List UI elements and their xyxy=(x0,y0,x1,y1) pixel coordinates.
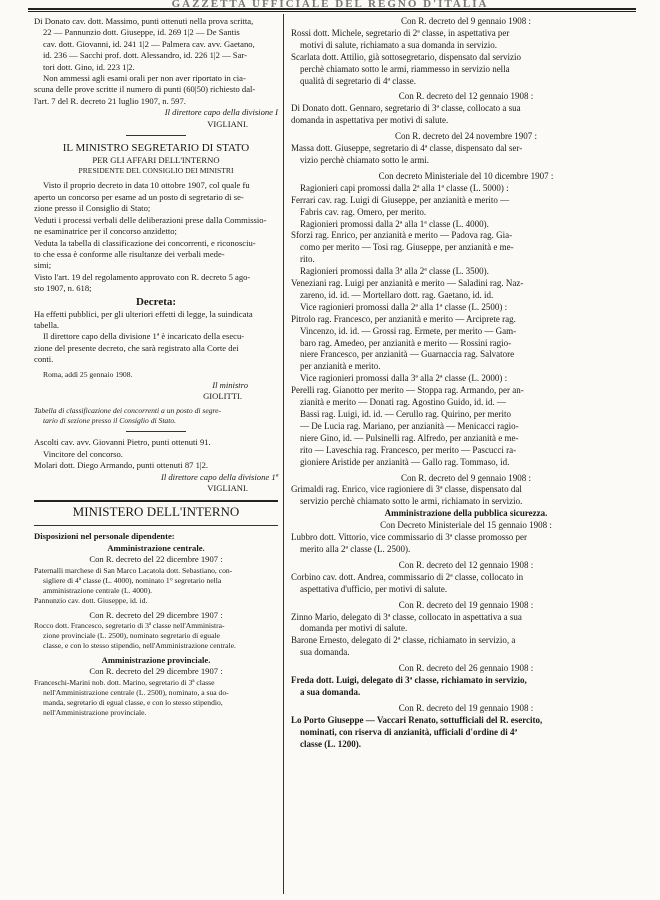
decreta-heading: Decreta: xyxy=(135,295,177,308)
text-line: Fabris cav. rag. Omero, per merito. xyxy=(300,206,427,217)
column-divider xyxy=(283,14,284,894)
decree-date: Con R. decreto del 9 gennaio 1908 : xyxy=(401,472,531,483)
text-line: Rocco dott. Francesco, segretario di 3ª classe nell'Amministra- xyxy=(34,621,225,631)
text-line: classe, e con lo stesso stipendio, nell'Amministrazione centrale. xyxy=(43,641,236,651)
text-line: Pitrolo rag. Francesco, per anzianità e merito — Arciprete rag. xyxy=(291,313,516,324)
text-line: classe (L. 1200). xyxy=(300,738,361,749)
text-line: sigliere di 4ª classe (L. 4000), nominato 1° segretario nella xyxy=(43,575,222,585)
text-line: servizio perchè chiamato sotto le armi, richiamato in servizio. xyxy=(300,496,523,507)
text-line: vizio perchè chiamato sotto le armi. xyxy=(300,154,429,165)
signature-role: Il direttore capo della divisione I xyxy=(164,107,278,118)
text-line: Paternalli marchese di San Marco Lacatola dott. Sebastiano, con- xyxy=(34,565,233,575)
text-line: simi; xyxy=(34,260,52,271)
top-rule-thin xyxy=(28,11,636,12)
text-line: Ragionieri promossi dalla 2ª alla 1ª classe (L. 4000). xyxy=(300,218,489,229)
text-line: 22 — Pannunzio dott. Giuseppe, id. 269 1|2 — De Santis xyxy=(43,27,240,38)
table-caption: Tabella di classificazione dei concorrenti a un posto di segre- xyxy=(34,406,222,416)
text-line: motivi di salute, richiamato a sua domanda in servizio. xyxy=(300,39,497,50)
text-line: Ferrari cav. rag. Luigi di Giuseppe, per anzianità e merito — xyxy=(291,194,510,205)
text-line: Rossi dott. Michele, segretario di 2ª classe, in aspettativa per xyxy=(291,27,510,38)
text-line: sto 1907, n. 618; xyxy=(34,283,92,294)
text-line: conti. xyxy=(34,354,54,365)
section-rule xyxy=(34,525,278,526)
text-line: id. 236 — Sacchi prof. dott. Alessandro, id. 226 1|2 — Sar- xyxy=(43,50,247,61)
subsection-heading: Amministrazione provinciale. xyxy=(101,655,211,666)
text-line: Barone Ernesto, delegato di 2ª classe, richiamato in servizio, a xyxy=(291,635,516,646)
text-line: — De Lucia rag. Mariano, per anzianità — Menicacci ragio- xyxy=(300,420,519,431)
text-line: l'art. 7 del R. decreto 21 luglio 1907, n. 597. xyxy=(34,95,186,106)
text-line: Visto il proprio decreto in data 10 ottobre 1907, col quale fu xyxy=(43,180,250,191)
text-line: Di Donato cav. dott. Massimo, punti ottenuti nella prova scritta, xyxy=(34,16,254,26)
decree-date: Con Decreto Ministeriale del 15 gennaio 1908 : xyxy=(380,520,552,531)
section-rule xyxy=(34,500,278,502)
text-line: domanda per motivi di salute. xyxy=(300,623,408,634)
decree-date: Con R. decreto del 12 gennaio 1908 : xyxy=(398,91,534,102)
date-line: Roma, addì 25 gennaio 1908. xyxy=(43,369,133,379)
decree-subtitle: PRESIDENTE DEL CONSIGLIO DEI MINISTRI xyxy=(78,166,234,176)
text-line: zione provinciale (L. 2500), nominato segretario di eguale xyxy=(43,631,220,641)
text-line: cav. dott. Giovanni, id. 241 1|2 — Palmera cav. avv. Gaetano, xyxy=(43,38,255,49)
text-line: Ascolti cav. avv. Giovanni Pietro, punti ottenuti 91. xyxy=(34,437,211,448)
decree-title: IL MINISTRO SEGRETARIO DI STATO xyxy=(62,142,250,155)
decree-date: Con R. decreto del 29 dicembre 1907 : xyxy=(89,609,223,620)
text-line: Perelli rag. Gianotto per merito — Stoppa rag. Armando, per an- xyxy=(291,385,524,396)
decree-date: Con R. decreto del 19 gennaio 1908 : xyxy=(398,599,534,610)
text-line: perchè chiamato sotto le armi, riammesso in servizio nella xyxy=(300,63,510,74)
text-line: Ragionieri capi promossi dalla 2ª alla 1ª classe (L. 5000) : xyxy=(300,182,509,193)
text-line: Veduta la tabella di classificazione dei concorrenti, e riconosciu- xyxy=(34,237,256,248)
text-line: Franceschi-Marini nob. dott. Marino, segretario di 3ª classe xyxy=(34,677,215,687)
text-line: zione del presente decreto, che sarà registrato alla Corte dei xyxy=(34,342,239,353)
text-line: amministrazione centrale (L. 4000). xyxy=(43,585,153,595)
text-line: Zinno Mario, delegato di 3ª classe, collocato in aspettativa a sua xyxy=(291,611,522,622)
decree-date: Con R. decreto del 19 gennaio 1908 : xyxy=(398,702,534,713)
text-line: a sua domanda. xyxy=(300,686,361,697)
left-column xyxy=(34,16,278,718)
text-line: Ragionieri promossi dalla 3ª alla 2ª classe (L. 3500). xyxy=(300,266,489,277)
text-line: Di Donato dott. Gennaro, segretario di 3ª classe, collocato a sua xyxy=(291,103,521,114)
text-line: Scarlata dott. Attilio, già sottosegretario, dispensato dal servizio xyxy=(291,51,521,62)
section-title: MINISTERO DELL'INTERNO xyxy=(72,504,240,520)
text-line: tori dott. Gino, id. 223 1|2. xyxy=(43,61,135,72)
decree-subtitle: PER GLI AFFARI DELL'INTERNO xyxy=(92,155,220,166)
text-line: manda, segretario di egual classe, e con lo stesso stipendio, xyxy=(43,697,223,707)
text-line: Lubbro dott. Vittorio, vice commissario di 3ª classe promosso per xyxy=(291,532,527,543)
decree-date: Con R. decreto del 22 dicembre 1907 : xyxy=(89,554,223,565)
table-caption: tario di sezione presso il Consiglio di Stato. xyxy=(43,416,177,426)
text-line: gioniere Aristide per anzianità — Gallo rag. Tommaso, id. xyxy=(300,456,510,467)
signature-name: VIGLIANI. xyxy=(207,118,248,129)
text-line: domanda in aspettativa per motivi di salute. xyxy=(291,115,449,126)
text-line: Veduti i processi verbali delle deliberazioni prese dalla Commissio- xyxy=(34,214,267,225)
text-line: zianità e merito — Donati rag. Agostino Guido, id. id. — xyxy=(300,397,506,408)
text-line: Visto l'art. 19 del regolamento approvato con R. decreto 5 ago- xyxy=(34,271,251,282)
text-line: Freda dott. Luigi, delegato di 3ª classe, richiamato in servizio, xyxy=(291,675,527,686)
text-line: Vincitore del concorso. xyxy=(43,448,123,459)
text-line: nominati, con riserva di anzianità, ufficiali d'ordine di 4ª xyxy=(300,726,518,737)
signature-name: GIOLITTI. xyxy=(203,390,242,401)
decree-date: Con R. decreto del 26 gennaio 1908 : xyxy=(398,663,534,674)
decree-date: Con R. decreto del 29 dicembre 1907 : xyxy=(89,666,223,677)
text-line: merito alla 2ª classe (L. 2500). xyxy=(300,543,411,554)
masthead: GAZZETTA UFFICIALE DEL REGNO D'ITALIA xyxy=(171,0,489,10)
text-line: scuna delle prove scritte il numero di punti (60|50) richiesto dal- xyxy=(34,84,256,95)
text-line: to che essa è conforme alle risultanze dei verbali mede- xyxy=(34,248,225,259)
right-column xyxy=(291,16,641,750)
subsection-heading: Amministrazione centrale. xyxy=(107,542,205,553)
text-line: rito — Laveschia rag. Francesco, per merito — Pascucci ra- xyxy=(300,444,517,455)
text-line: zareno, id. id. — Mortellaro dott. rag. Gaetano, id. id. xyxy=(300,289,494,300)
text-line: Pannunzio cav. dott. Giuseppe, id. id. xyxy=(34,595,148,605)
text-line: Vice ragionieri promossi dalla 2ª alla 1ª classe (L. 2500) : xyxy=(300,301,508,312)
signature-role: Il ministro xyxy=(212,379,248,390)
text-line: tabella. xyxy=(34,319,60,330)
subsection-heading: Disposizioni nel personale dipendente: xyxy=(34,531,175,542)
signature-name: VIGLIANI. xyxy=(207,483,248,493)
divider xyxy=(126,135,186,136)
signature-role: Il direttore capo della divisione 1ª xyxy=(160,471,278,482)
text-line: Ha effetti pubblici, per gli ulteriori effetti di legge, la suindicata xyxy=(34,308,253,319)
text-line: Il direttore capo della divisione 1ª è incaricato della esecu- xyxy=(43,331,245,342)
text-line: zione presso il Consiglio di Stato; xyxy=(34,203,151,214)
text-line: Non ammessi agli esami orali per non aver riportato in cia- xyxy=(43,73,246,84)
text-line: sua domanda. xyxy=(300,647,350,658)
decree-date: Con R. decreto del 12 gennaio 1908 : xyxy=(398,559,534,570)
divider xyxy=(126,431,186,432)
text-line: per anzianità e merito. xyxy=(300,361,381,372)
text-line: nell'Amministrazione provinciale. xyxy=(43,707,147,717)
text-line: Lo Porto Giuseppe — Vaccari Renato, sottufficiali del R. esercito, xyxy=(291,714,543,725)
text-line: nell'Amministrazione centrale (L. 2500), nominato, a sua do- xyxy=(43,687,229,697)
text-line: Corbino cav. dott. Andrea, commissario di 2ª classe, collocato in xyxy=(291,571,524,582)
decree-date: Con R. decreto del 9 gennaio 1908 : xyxy=(401,16,531,26)
text-line: Veneziani rag. Luigi per anzianità e merito — Saladini rag. Naz- xyxy=(291,278,524,289)
text-line: Grimaldi rag. Enrico, vice ragioniere di 3ª classe, dispensato dal xyxy=(291,484,522,495)
text-line: aspettativa d'ufficio, per motivi di salute. xyxy=(300,583,448,594)
text-line: niere Francesco, per anzianità — Guarnaccia rag. Salvatore xyxy=(300,349,515,360)
text-line: rito. xyxy=(300,254,315,265)
text-line: ne esaminatrice per il concorso anzidetto; xyxy=(34,226,177,237)
top-rule xyxy=(28,8,636,10)
text-line: Vice ragionieri promossi dalla 3ª alla 2ª classe (L. 2000) : xyxy=(300,373,508,384)
text-line: Massa dott. Giuseppe, segretario di 4ª classe, dispensato dal ser- xyxy=(291,143,523,154)
text-line: qualità di segretario di 4ª classe. xyxy=(300,75,416,86)
text-line: Vincenzo, id. id. — Grossi rag. Ermete, per merito — Gam- xyxy=(300,325,517,336)
text-line: niere Gino, id. — Pulsinelli rag. Alfredo, per anzianità e me- xyxy=(300,432,519,443)
text-line: Molari dott. Diego Armando, punti ottenuti 87 1|2. xyxy=(34,460,209,471)
text-line: como per merito — Tosi rag. Giuseppe, per anzianità e me- xyxy=(300,242,514,253)
text-line: aperto un concorso per esame ad un posto di segretario di se- xyxy=(34,191,244,202)
decree-date: Con R. decreto del 24 novembre 1907 : xyxy=(395,131,537,142)
text-line: baro rag. Amedeo, per anzianità e merito — Rossini ragio- xyxy=(300,337,512,348)
decree-date: Con decreto Ministeriale del 10 dicembre 1907 : xyxy=(378,170,554,181)
text-line: Bassi rag. Luigi, id. id. — Cerullo rag. Quirino, per merito xyxy=(300,409,511,419)
text-line: Sforzi rag. Enrico, per anzianità e merito — Padova rag. Gia- xyxy=(291,230,513,241)
subsection-heading: Amministrazione della pubblica sicurezza. xyxy=(384,508,548,519)
